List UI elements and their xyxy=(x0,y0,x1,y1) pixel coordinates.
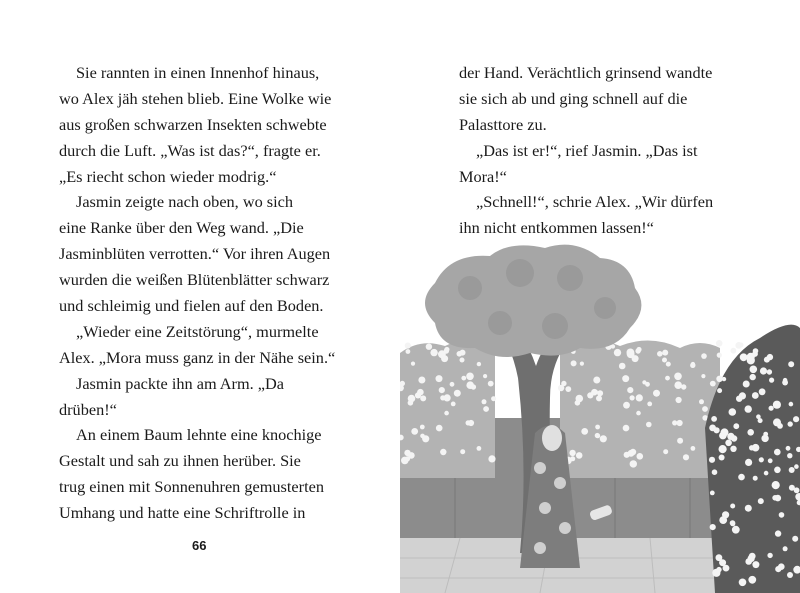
text-line: durch die Luft. „Was ist das?“, fragte er. xyxy=(59,140,321,160)
blossom-icon xyxy=(411,362,415,366)
blossom-icon xyxy=(772,481,780,489)
text-line: „Das ist er!“, rief Jasmin. „Das ist xyxy=(476,140,698,160)
blossom-icon xyxy=(581,428,588,435)
blossom-icon xyxy=(630,395,635,400)
blossom-icon xyxy=(635,348,640,353)
blossom-icon xyxy=(752,561,759,568)
blossom-icon xyxy=(619,363,626,370)
blossom-icon xyxy=(730,504,735,509)
blossom-icon xyxy=(767,553,772,558)
blossom-icon xyxy=(730,446,736,452)
blossom-icon xyxy=(666,362,671,367)
blossom-icon xyxy=(748,576,756,584)
blossom-icon xyxy=(580,362,584,366)
blossom-icon xyxy=(440,449,446,455)
text-line: aus großen schwarzen Insekten schwebte xyxy=(59,114,327,134)
blossom-icon xyxy=(738,474,745,481)
blossom-icon xyxy=(774,449,781,456)
blossom-icon xyxy=(764,357,770,363)
blossom-icon xyxy=(792,536,798,542)
blossom-icon xyxy=(736,396,742,402)
blossom-icon xyxy=(753,476,758,481)
blossom-icon xyxy=(764,471,769,476)
blossom-icon xyxy=(460,449,465,454)
blossom-icon xyxy=(595,433,600,438)
blossom-icon xyxy=(450,382,455,387)
blossom-icon xyxy=(747,353,755,361)
blossom-icon xyxy=(488,381,494,387)
blossom-icon xyxy=(482,399,487,404)
blossom-icon xyxy=(749,445,754,450)
blossom-icon xyxy=(483,374,487,378)
text-line: wurden die weißen Blütenblätter schwarz xyxy=(59,270,330,290)
blossom-icon xyxy=(750,374,756,380)
blossom-icon xyxy=(731,348,737,354)
blossom-icon xyxy=(788,421,793,426)
blossom-icon xyxy=(712,469,718,475)
blossom-icon xyxy=(406,349,411,354)
blossom-icon xyxy=(759,388,766,395)
blossom-icon xyxy=(662,350,668,356)
text-line: und schleimig und fielen auf den Boden. xyxy=(59,296,324,316)
blossom-icon xyxy=(769,406,774,411)
blossom-icon xyxy=(558,385,564,391)
blossom-icon xyxy=(440,395,445,400)
blossom-icon xyxy=(576,452,583,459)
text-line: eine Ranke über den Weg wand. „Die xyxy=(59,218,304,238)
blossom-icon xyxy=(690,363,695,368)
blossom-icon xyxy=(600,435,607,442)
page-number: 66 xyxy=(192,538,207,553)
blossom-icon xyxy=(657,351,663,357)
courtyard-illustration xyxy=(400,238,800,593)
blossom-icon xyxy=(623,402,630,409)
blossom-icon xyxy=(723,565,730,572)
blossom-icon xyxy=(408,452,415,459)
blossom-icon xyxy=(783,546,788,551)
blossom-icon xyxy=(642,380,646,384)
blossom-icon xyxy=(614,349,621,356)
blossom-icon xyxy=(454,390,461,397)
blossom-icon xyxy=(714,427,720,433)
text-line: Jasmin zeigte nach oben, wo sich xyxy=(76,192,294,212)
blossom-icon xyxy=(786,446,791,451)
blossom-icon xyxy=(702,406,708,412)
text-line: „Wieder eine Zeitstörung“, murmelte xyxy=(76,321,319,341)
blossom-icon xyxy=(594,390,598,394)
blossom-icon xyxy=(782,380,788,386)
blossom-icon xyxy=(775,530,781,536)
blossom-icon xyxy=(745,505,752,512)
blossom-icon xyxy=(683,454,689,460)
blossom-icon xyxy=(627,349,635,357)
blossom-icon xyxy=(716,376,722,382)
blossom-icon xyxy=(477,446,482,451)
blossom-icon xyxy=(597,390,603,396)
blossom-icon xyxy=(646,422,652,428)
right-text-block xyxy=(459,60,749,241)
blossom-icon xyxy=(775,566,781,572)
blossom-icon xyxy=(768,458,773,463)
blossom-icon xyxy=(716,567,721,572)
blossom-icon xyxy=(745,405,752,412)
blossom-icon xyxy=(789,467,795,473)
blossom-icon xyxy=(789,402,794,407)
blossom-icon xyxy=(439,387,445,393)
blossom-icon xyxy=(745,558,752,565)
text-line: trug einen mit Sonnenuhren gemusterten xyxy=(59,477,324,497)
blossom-icon xyxy=(752,392,759,399)
blossom-icon xyxy=(774,467,781,474)
blossom-icon xyxy=(565,386,571,392)
text-line: An einem Baum lehnte eine knochige xyxy=(76,425,322,445)
text-line: „Schnell!“, schrie Alex. „Wir dürfen xyxy=(476,192,714,212)
text-line: Sie rannten in einen Innenhof hinaus, xyxy=(76,63,320,82)
blossom-icon xyxy=(444,348,449,353)
blossom-icon xyxy=(466,373,474,381)
left-text-block xyxy=(59,60,349,526)
blossom-icon xyxy=(760,367,767,374)
blossom-icon xyxy=(483,406,489,412)
text-line: drüben!“ xyxy=(59,399,117,419)
blossom-icon xyxy=(436,375,443,382)
blossom-icon xyxy=(711,416,717,422)
blossom-icon xyxy=(477,362,481,366)
blossom-icon xyxy=(405,343,411,349)
blossom-icon xyxy=(408,400,414,406)
blossom-icon xyxy=(420,425,425,430)
blossom-icon xyxy=(596,395,602,401)
blossom-icon xyxy=(787,453,792,458)
blossom-icon xyxy=(730,520,736,526)
blossom-icon xyxy=(739,579,747,587)
blossom-icon xyxy=(745,459,752,466)
blossom-icon xyxy=(788,361,794,367)
blossom-icon xyxy=(417,389,424,396)
blossom-icon xyxy=(756,414,761,419)
blossom-icon xyxy=(422,435,429,442)
blossom-icon xyxy=(739,343,744,348)
blossom-icon xyxy=(570,456,575,461)
blossom-icon xyxy=(699,399,704,404)
right-page xyxy=(400,0,800,593)
blossom-icon xyxy=(653,390,660,397)
text-line: sie sich ab und ging schnell auf die xyxy=(459,88,688,108)
blossom-icon xyxy=(632,355,639,362)
blossom-icon xyxy=(701,374,705,378)
blossom-icon xyxy=(691,446,696,451)
blossom-icon xyxy=(717,353,722,358)
blossom-icon xyxy=(721,428,729,436)
blossom-icon xyxy=(729,433,734,438)
text-line: ihn nicht entkommen lassen!“ xyxy=(459,218,654,238)
blossom-icon xyxy=(719,445,727,453)
blossom-icon xyxy=(488,455,495,462)
blossom-icon xyxy=(709,457,715,463)
blossom-icon xyxy=(430,349,437,356)
blossom-icon xyxy=(719,455,725,461)
blossom-icon xyxy=(767,369,772,374)
blossom-icon xyxy=(571,360,577,366)
blossom-icon xyxy=(672,420,677,425)
blossom-icon xyxy=(750,366,758,374)
blossom-icon xyxy=(663,449,668,454)
blossom-icon xyxy=(636,394,643,401)
blossom-icon xyxy=(773,418,781,426)
blossom-icon xyxy=(436,425,443,432)
blossom-icon xyxy=(624,452,630,458)
blossom-icon xyxy=(411,428,418,435)
blossom-icon xyxy=(710,381,716,387)
text-line: Jasminblüten verrotten.“ Vor ihren Augen xyxy=(59,244,331,264)
blossom-icon xyxy=(717,388,722,393)
text-line: Palasttore zu. xyxy=(459,114,547,134)
blossom-icon xyxy=(444,411,449,416)
text-line: Gestalt und sah zu ihnen herüber. Sie xyxy=(59,451,301,471)
text-line: der Hand. Verächtlich grinsend wandte xyxy=(459,63,713,82)
blossom-icon xyxy=(418,377,425,384)
blossom-icon xyxy=(647,402,652,407)
blossom-icon xyxy=(466,381,474,389)
blossom-icon xyxy=(793,416,799,422)
blossom-icon xyxy=(451,402,456,407)
blossom-icon xyxy=(593,377,600,384)
blossom-icon xyxy=(627,387,633,393)
text-line: „Es riecht schon wieder modrig.“ xyxy=(59,166,277,186)
blossom-icon xyxy=(747,429,754,436)
blossom-icon xyxy=(665,376,670,381)
blossom-icon xyxy=(763,432,768,437)
text-line: Jasmin packte ihn am Arm. „Da xyxy=(76,373,284,393)
blossom-icon xyxy=(420,395,426,401)
text-line: Alex. „Mora muss ganz in der Nähe sein.“ xyxy=(59,347,336,367)
blossom-icon xyxy=(740,353,748,361)
blossom-icon xyxy=(662,358,667,363)
blossom-icon xyxy=(575,400,581,406)
blossom-icon xyxy=(773,401,781,409)
blossom-icon xyxy=(457,351,463,357)
blossom-icon xyxy=(719,516,727,524)
blossom-icon xyxy=(636,411,641,416)
blossom-icon xyxy=(769,378,774,383)
blossom-icon xyxy=(729,408,737,416)
blossom-icon xyxy=(677,420,683,426)
blossom-icon xyxy=(794,464,799,469)
blossom-icon xyxy=(743,381,750,388)
blossom-icon xyxy=(460,358,465,363)
blossom-icon xyxy=(623,425,630,432)
blossom-icon xyxy=(677,438,683,444)
blossom-icon xyxy=(461,376,466,381)
blossom-icon xyxy=(787,572,793,578)
blossom-icon xyxy=(622,375,629,382)
text-line: wo Alex jäh stehen blieb. Eine Wolke wie xyxy=(59,88,332,108)
blossom-icon xyxy=(759,457,764,462)
blossom-icon xyxy=(595,425,600,430)
blossom-icon xyxy=(732,526,740,534)
blossom-icon xyxy=(758,498,764,504)
blossom-icon xyxy=(716,340,723,347)
blossom-icon xyxy=(725,440,732,447)
text-line: Mora!“ xyxy=(459,166,507,186)
blossom-icon xyxy=(733,423,739,429)
blossom-icon xyxy=(466,420,471,425)
blossom-icon xyxy=(772,495,778,501)
blossom-icon xyxy=(630,460,637,467)
blossom-icon xyxy=(710,524,716,530)
blossom-icon xyxy=(779,512,785,518)
blossom-icon xyxy=(794,487,800,493)
blossom-icon xyxy=(674,381,682,389)
blossom-icon xyxy=(441,355,448,362)
blossom-icon xyxy=(710,491,715,496)
blossom-icon xyxy=(674,373,682,381)
text-line: Umhang und hatte eine Schriftrolle in xyxy=(59,503,306,523)
blossom-icon xyxy=(676,397,682,403)
blossom-icon xyxy=(569,450,575,456)
blossom-icon xyxy=(701,353,707,359)
blossom-icon xyxy=(637,453,644,460)
blossom-icon xyxy=(426,344,432,350)
blossom-icon xyxy=(491,396,496,401)
